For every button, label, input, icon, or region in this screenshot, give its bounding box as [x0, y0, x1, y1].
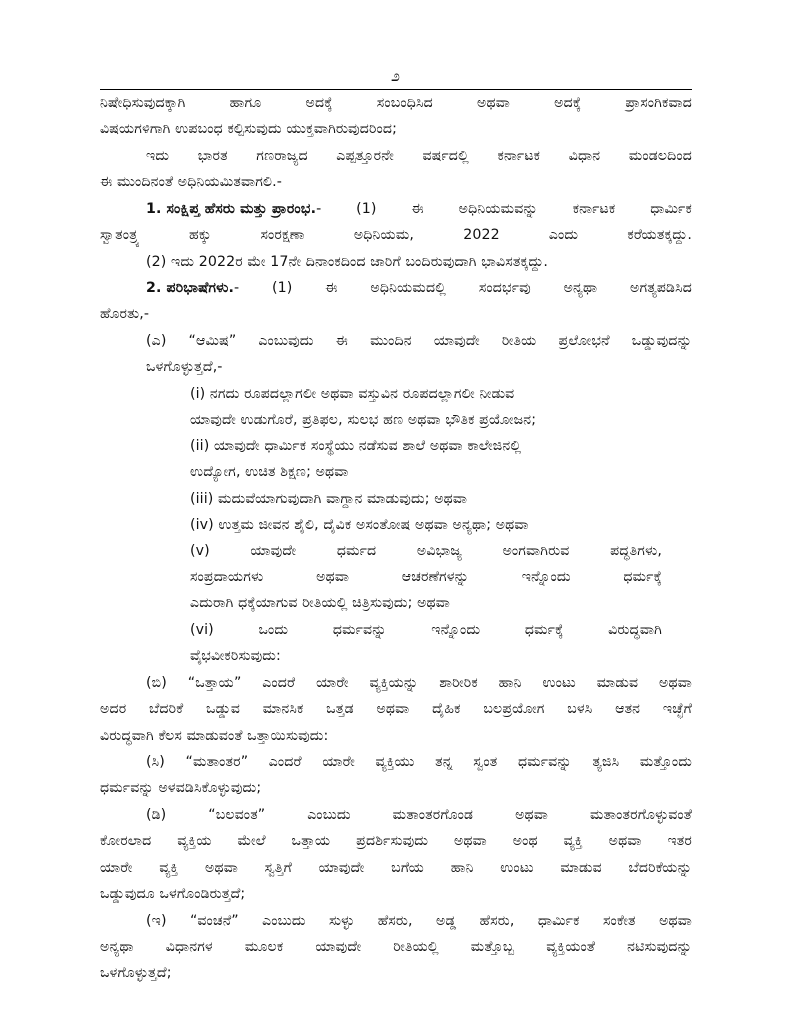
section-2-heading: 2. ಪರಿಭಾಷೆಗಳು.: [146, 280, 234, 296]
clause-b: (ಬಿ) “ಒತ್ತಾಯ” ಎಂದರೆ ಯಾರೇ ವ್ಯಕ್ತಿಯನ್ನು ಶಾರೀರಿಕ ಹಾನಿ ಉಂಟು ಮಾಡುವ ಅಥವಾ: [146, 675, 692, 691]
section-1-line: [146, 199, 692, 219]
text-line: ಯಾರೇ ವ್ಯಕ್ತಿ ಅಥವಾ ಸ್ವತ್ತಿಗೆ ಯಾವುದೇ ಬಗೆಯ ಹಾನಿ ಉಂಟು ಮಾಡುವ ಬೆದರಿಕೆಯನ್ನು: [100, 860, 692, 876]
subclause-i: (i) ನಗದು ರೂಪದಲ್ಲಾಗಲೀ ಅಥವಾ ವಸ್ತುವಿನ ರೂಪದಲ್ಲಾಗಲೀ ನೀಡುವ: [190, 386, 515, 402]
text-line: ಹೊರತು,-: [100, 306, 150, 322]
text-line: ಸಂಪ್ರದಾಯಗಳು ಅಥವಾ ಆಚರಣೆಗಳನ್ನು ಇನ್ನೊಂದು ಧರ್ಮಕ್ಕೆ: [190, 569, 662, 585]
clause-d: (ಡಿ) “ಬಲವಂತ” ಎಂಬುದು ಮತಾಂತರಗೊಂಡ ಅಥವಾ ಮತಾಂತರಗೊಳ್ಳುವಂತೆ: [146, 807, 692, 823]
text-line: ವೈಭವೀಕರಿಸುವುದು:: [190, 648, 281, 664]
text-line: ಅದರ ಬೆದರಿಕೆ ಒಡ್ಡುವ ಮಾನಸಿಕ ಒತ್ತಡ ಅಥವಾ ದೈಹಿಕ ಬಲಪ್ರಯೋಗ ಬಳಸಿ ಆತನ ಇಚ್ಛೆಗೆ: [100, 701, 692, 717]
text-line: ಎದುರಾಗಿ ಧಕ್ಕೆಯಾಗುವ ರೀತಿಯಲ್ಲಿ ಚಿತ್ರಿಸುವುದು; ಅಥವಾ: [190, 595, 451, 611]
text-line: ಧರ್ಮವನ್ನು ಅಳವಡಿಸಿಕೊಳ್ಳುವುದು;: [100, 780, 262, 796]
page-number: ೨: [391, 66, 400, 85]
clause-c: (ಸಿ) “ಮತಾಂತರ” ಎಂದರೆ ಯಾರೇ ವ್ಯಕ್ತಿಯು ತನ್ನ ಸ್ವಂತ ಧರ್ಮವನ್ನು ತ್ಯಜಿಸಿ ಮತ್ತೊಂದು: [146, 754, 692, 770]
text-line: ಅನ್ಯಥಾ ವಿಧಾನಗಳ ಮೂಲಕ ಯಾವುದೇ ರೀತಿಯಲ್ಲಿ ಮತ್ತೊಬ್ಬ ವ್ಯಕ್ತಿಯಂತೆ ನಟಿಸುವುದನ್ನು: [100, 939, 692, 955]
section-1-heading: 1. ಸಂಕ್ಷಿಪ್ತ ಹೆಸರು ಮತ್ತು ಪ್ರಾರಂಭ.: [146, 201, 317, 217]
text-line: ಒಳಗೊಳ್ಳುತ್ತದೆ,-: [146, 359, 223, 375]
text-line: ಸ್ವಾತಂತ್ರ್ಯ ಹಕ್ಕು ಸಂರಕ್ಷಣಾ ಅಧಿನಿಯಮ, 2022 ಎಂದು ಕರೆಯತಕ್ಕದ್ದು.: [100, 227, 692, 243]
text-line: ಇದು ಭಾರತ ಗಣರಾಜ್ಯದ ಎಪ್ಪತ್ತೂರನೇ ವರ್ಷದಲ್ಲಿ ಕರ್ನಾಟಕ ವಿಧಾನ ಮಂಡಲದಿಂದ: [146, 148, 692, 164]
subclause-iv: (iv) ಉತ್ತಮ ಜೀವನ ಶೈಲಿ, ದೈವಿಕ ಅಸಂತೋಷ ಅಥವಾ ಅನ್ಯಥಾ; ಅಥವಾ: [190, 517, 529, 533]
text-line: ಕೋರಲಾದ ವ್ಯಕ್ತಿಯ ಮೇಲೆ ಒತ್ತಾಯ ಪ್ರದರ್ಶಿಸುವುದು ಅಥವಾ ಅಂಥ ವ್ಯಕ್ತಿ ಅಥವಾ ಇತರ: [100, 833, 692, 849]
text-line: ವಿರುದ್ಧವಾಗಿ ಕೆಲಸ ಮಾಡುವಂತೆ ಒತ್ತಾಯಿಸುವುದು:: [100, 728, 329, 744]
subclause-iii: (iii) ಮದುವೆಯಾಗುವುದಾಗಿ ವಾಗ್ದಾನ ಮಾಡುವುದು; ಅಥವಾ: [190, 491, 468, 507]
subclause-v: (v) ಯಾವುದೇ ಧರ್ಮದ ಅವಿಭಾಜ್ಯ ಅಂಗವಾಗಿರುವ ಪದ್ಧತಿಗಳು,: [190, 543, 662, 559]
subclause-ii: (ii) ಯಾವುದೇ ಧಾರ್ಮಿಕ ಸಂಸ್ಥೆಯು ನಡೆಸುವ ಶಾಲೆ ಅಥವಾ ಕಾಲೇಜಿನಲ್ಲಿ: [190, 438, 522, 454]
section-1-text: - (1) ಈ ಅಧಿನಿಯಮವನ್ನು ಕರ್ನಾಟಕ ಧಾರ್ಮಿಕ: [316, 201, 692, 217]
subclause-vi: (vi) ಒಂದು ಧರ್ಮವನ್ನು ಇನ್ನೊಂದು ಧರ್ಮಕ್ಕೆ ವಿರುದ್ಧವಾಗಿ: [190, 622, 662, 638]
text-line: ಈ ಮುಂದಿನಂತೆ ಅಧಿನಿಯಮಿತವಾಗಲಿ.-: [100, 174, 282, 190]
clause-e: (ಇ) “ವಂಚನೆ” ಎಂಬುದು ಸುಳ್ಳು ಹೆಸರು, ಅಡ್ಡ ಹೆಸರು, ಧಾರ್ಮಿಕ ಸಂಕೇತ ಅಥವಾ: [146, 913, 692, 929]
clause-a: (ಎ) “ಆಮಿಷ” ಎಂಬುವುದು ಈ ಮುಂದಿನ ಯಾವುದೇ ರೀತಿಯ ಪ್ರಲೋಭನೆ ಒಡ್ಡುವುದನ್ನು: [146, 333, 692, 349]
text-line: (2) ಇದು 2022ರ ಮೇ 17ನೇ ದಿನಾಂಕದಿಂದ ಜಾರಿಗೆ ಬಂದಿರುವುದಾಗಿ ಭಾವಿಸತಕ್ಕದ್ದು.: [146, 254, 549, 270]
text-line: ವಿಷಯಗಳಿಗಾಗಿ ಉಪಬಂಧ ಕಲ್ಪಿಸುವುದು ಯುಕ್ತವಾಗಿರುವುದರಿಂದ;: [100, 121, 398, 137]
section-2-line: [146, 278, 692, 298]
text-line: ಒಳಗೊಳ್ಳುತ್ತದೆ;: [100, 965, 172, 981]
text-line: ಉದ್ಯೋಗ, ಉಚಿತ ಶಿಕ್ಷಣ; ಅಥವಾ: [190, 464, 349, 480]
header-rule: [100, 89, 692, 90]
text-line: ಒಡ್ಡುವುದೂ ಒಳಗೊಂಡಿರುತ್ತದೆ;: [100, 886, 246, 902]
text-line: ನಿಷೇಧಿಸುವುದಕ್ಕಾಗಿ ಹಾಗೂ ಅದಕ್ಕೆ ಸಂಬಂಧಿಸಿದ ಅಥವಾ ಅದಕ್ಕೆ ಪ್ರಾಸಂಗಿಕವಾದ: [100, 95, 692, 111]
section-2-text: - (1) ಈ ಅಧಿನಿಯಮದಲ್ಲಿ ಸಂದರ್ಭವು ಅನ್ಯಥಾ ಅಗತ್ಯಪಡಿಸಿದ: [233, 280, 692, 296]
text-line: ಯಾವುದೇ ಉಡುಗೊರೆ, ಪ್ರತಿಫಲ, ಸುಲಭ ಹಣ ಅಥವಾ ಭೌತಿಕ ಪ್ರಯೋಜನ;: [190, 412, 537, 428]
